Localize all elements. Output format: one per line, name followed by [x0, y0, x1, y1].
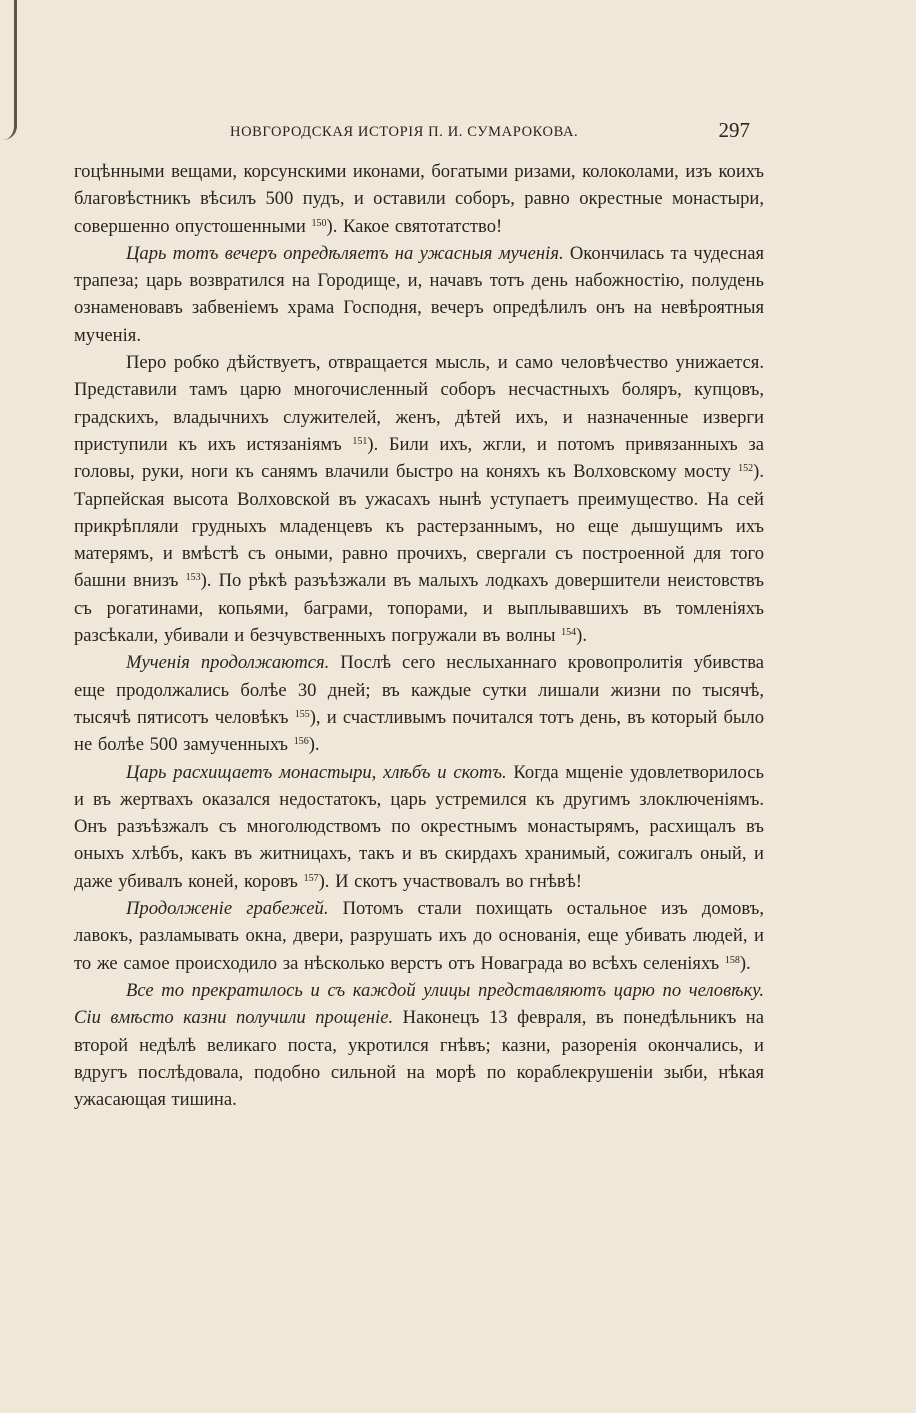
text-run: ), и счастливымъ почитался тотъ день, въ который было не болѣе 500 замученныхъ — [74, 706, 764, 756]
paragraph — [74, 349, 764, 649]
text-run: Потомъ стали похищать остальное изъ домовъ, лавокъ, разламывать окна, двери, разрушать ихъ до основанія, еще убивать людей, и то же самое происходило за нѣсколько верстъ отъ Новаграда во всѣхъ селеніяхъ — [74, 898, 764, 974]
page-number: 297 — [718, 118, 750, 142]
footnote-ref: 150 — [311, 217, 327, 229]
footnote-ref: 152 — [738, 463, 754, 475]
paragraph — [74, 158, 764, 240]
footnote-ref: 151 — [352, 435, 368, 447]
marginal-heading: Все то прекратилось и съ каждой улицы представляютъ царю по человѣку. Сіи вмѣсто казни получили прощеніе. — [74, 979, 764, 1029]
footnote-ref: 155 — [294, 708, 310, 720]
text-run: ). Били ихъ, жгли, и потомъ привязанныхъ за головы, руки, ноги къ санямъ влачили быстро на коняхъ къ Волховскому мосту — [74, 433, 764, 483]
book-page — [74, 118, 764, 1113]
text-run: гоцѣнными вещами, корсунскими иконами, богатыми ризами, колоколами, изъ коихъ благовѣстникъ вѣсилъ 500 пудъ, и оставили соборъ, равно окрестные монастыри, совершенно опустошенными — [74, 161, 764, 237]
text-run: Послѣ сего неслыханнаго кровопролитія убивства еще продолжались болѣе 30 дней; въ каждые сутки лишали жизни по тысячѣ, тысячѣ пятисотъ человѣкъ — [74, 652, 765, 728]
marginal-heading: Мученія продолжаются. — [126, 652, 330, 674]
marginal-heading: Царь расхищаетъ монастыри, хлѣбъ и скотъ. — [126, 761, 507, 783]
marginal-heading: Продолженіе грабежей. — [126, 898, 329, 920]
footnote-ref: 154 — [561, 627, 577, 639]
text-run: ). По рѣкѣ разъѣзжали въ малыхъ лодкахъ довершители неистовствъ съ рогатинами, копьями, баграми, топорами, и выплывавшихъ въ томленіяхъ разсѣкали, убивали и безчувственныхъ погружали въ волны — [74, 570, 764, 647]
text-run: ). Какое святотатство! — [326, 215, 503, 237]
paragraph — [74, 240, 764, 349]
paragraph — [74, 977, 764, 1113]
text-run: ). Тарпейская высота Волховской въ ужасахъ нынѣ уступаетъ преимущество. На сей прикрѣпляли грудныхъ младенцевъ къ растерзаннымъ, но еще дышущимъ ихъ матерямъ, и вмѣстѣ съ оными, равно прочихъ, свергали съ построенной для того башни внизъ — [74, 461, 764, 592]
paragraph — [74, 895, 764, 977]
text-run: ). — [576, 625, 587, 647]
footnote-ref: 157 — [303, 872, 319, 884]
footnote-ref: 153 — [185, 572, 201, 584]
paragraph — [74, 649, 764, 758]
text-run: Наконецъ 13 февраля, въ понедѣльникъ на второй недѣлѣ великаго поста, укротился гнѣвъ; казни, разоренія окончались, и вдругъ послѣдовала, подобно сильной на морѣ по кораблекрушеніи зыби, нѣкая ужасающая тишина. — [74, 1007, 764, 1111]
text-run: Когда мщеніе удовлетворилось и въ жертвахъ оказался недостатокъ, царь устремился къ другимъ злоключеніямъ. Онъ разъѣзжалъ съ многолюдствомъ по окрестнымъ монастырямъ, расхищалъ въ оныхъ хлѣбъ, какъ въ житницахъ, такъ и въ скирдахъ хранимый, сожигалъ оный, и даже убивалъ коней, коровъ — [74, 761, 764, 892]
footnote-ref: 156 — [293, 736, 309, 748]
body-text — [74, 158, 764, 1113]
text-run: ). И скотъ участвовалъ во гнѣвѣ! — [318, 870, 582, 892]
text-run: ). — [308, 734, 320, 756]
footnote-ref: 158 — [724, 954, 740, 966]
text-run: ). — [739, 952, 751, 974]
page-binding-edge — [0, 0, 17, 140]
paragraph — [74, 759, 764, 895]
page-header — [74, 118, 764, 150]
marginal-heading: Царь тотъ вечеръ опредѣляетъ на ужасныя мученія. — [126, 242, 564, 264]
text-run: Перо робко дѣйствуетъ, отвращается мысль, и само человѣчество унижается. Представили тамъ царю многочисленный соборъ несчастныхъ боляръ, купцовъ, градскихъ, владычнихъ служителей, женъ, дѣтей ихъ, и назначенные изверги приступили къ ихъ истязаніямъ — [74, 352, 764, 455]
running-title: НОВГОРОДСКАЯ ИСТОРІЯ П. И. СУМАРОКОВА. — [230, 124, 579, 140]
text-run: Окончилась та чудесная трапеза; царь возвратился на Городище, и, начавъ тотъ день набожностію, полудень ознаменовавъ забвеніемъ храма Господня, вечеръ опредѣлилъ онъ на невѣроятныя мученія. — [74, 242, 765, 346]
